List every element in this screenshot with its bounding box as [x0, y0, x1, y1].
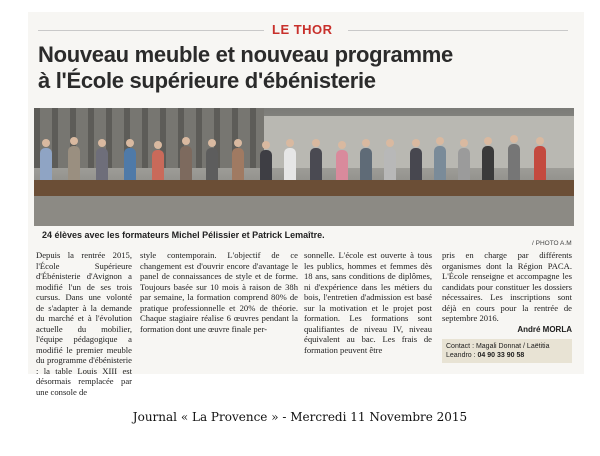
contact-phone: 04 90 33 90 58	[477, 352, 525, 359]
headline-line-1: Nouveau meuble et nouveau programme	[38, 42, 453, 67]
kicker-rule-left	[38, 30, 264, 31]
article-author: André MORLA	[517, 324, 572, 334]
article-column-2	[140, 250, 298, 334]
source-footer: Journal « La Provence » - Mercredi 11 Novembre 2015	[132, 410, 468, 424]
column-1-text: Depuis la rentrée 2015, l'École Supérieure d'Ébénisterie d'Avignon a modifié l'un de ses trois cursus. Dans une volonté de s'adapter à la demande du marché et à l'évolution actuelle du mobilier, l'équipe pédagogique a modifié le premier meuble du programme d'ébénisterie : la table Louis XIII est désormais remplacée par une console de	[36, 250, 132, 397]
headline-line-2: à l'École supérieure d'ébénisterie	[38, 68, 376, 93]
column-3-text: sonnelle. L'école est ouverte à tous les publics, hommes et femmes dès 18 ans, sans conditions de diplômes, ni d'expérience dans les métiers du bois, l'entretien d'admission est basé sur la motivation et le projet post formation. Les formations sont qualifiantes de niveau IV, niveau équivalent au bac. Les frais de formation peuvent être	[304, 250, 432, 355]
column-2-text: style contemporain. L'objectif de ce changement est d'ouvrir encore d'avantage le panel de connaissances de style et de forme. Toujours basée sur 10 mois à raison de 38h par semaine, la formation comprend 80% de pratique professionnelle et 20% de théorie. Chaque stagiaire réalise 6 œuvres pendant la formation dont une œuvre finale per-	[140, 250, 298, 334]
contact-name: Leandro :	[446, 352, 478, 359]
photo-caption: 24 élèves avec les formateurs Michel Pélissier et Patrick Lemaître.	[42, 230, 325, 240]
column-4-text: pris en charge par différents organismes dont la Région PACA. L'École renseigne et accompagne les candidats pour constituer les dossiers nécessaires. Les inscriptions sont déjà en cours pour la rentrée de septembre 2016.	[442, 250, 572, 323]
contact-line-1: Contact : Magali Donnat / Laëtitia	[446, 343, 550, 350]
article-column-4	[442, 250, 572, 363]
contact-box	[442, 339, 572, 363]
headline	[38, 42, 558, 94]
contact-line-2	[446, 351, 568, 360]
article-column-3	[304, 250, 432, 355]
photo-ground	[34, 196, 574, 226]
section-kicker: LE THOR	[272, 22, 333, 37]
photo-credit: / PHOTO A.M	[532, 240, 572, 247]
group-photo	[34, 108, 574, 226]
kicker-rule-right	[348, 30, 568, 31]
article-column-1	[36, 250, 132, 397]
photo-workbenches	[34, 180, 574, 196]
